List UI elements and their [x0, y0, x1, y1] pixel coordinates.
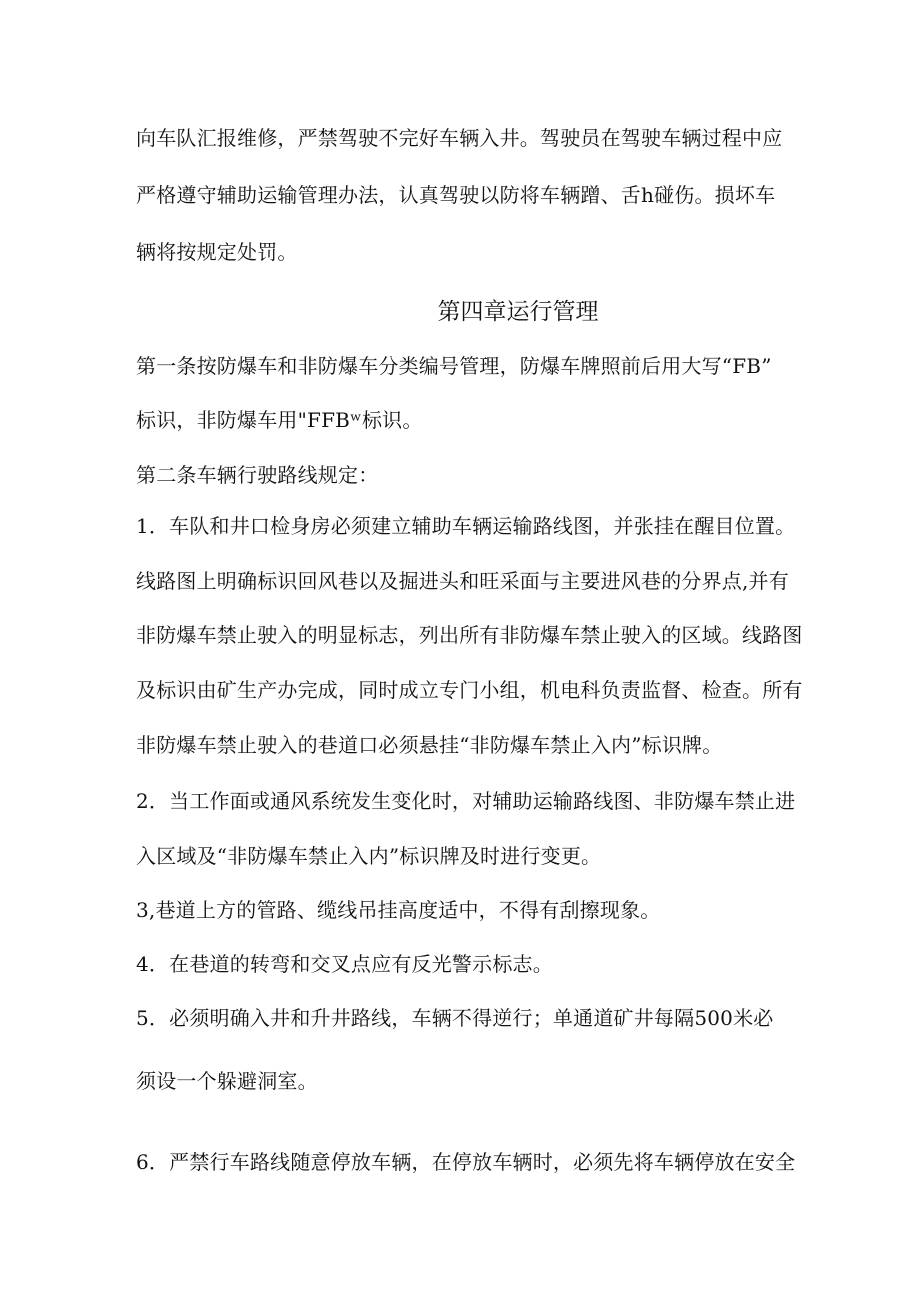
text-line: 标识，非防爆车用"FFBʷ标识。 — [136, 408, 423, 432]
text-line: 6．严禁行车路线随意停放车辆，在停放车辆时，必须先将车辆停放在安全 — [136, 1150, 796, 1174]
chapter-heading: 第四章运行管理 — [437, 299, 599, 325]
text-line: 向车队汇报维修，严禁驾驶不完好车辆入井。驾驶员在驾驶车辆过程中应 — [136, 126, 783, 150]
text-line: 严格遵守辅助运输管理办法，认真驾驶以防将车辆蹭、舌h碰伤。损坏车 — [136, 183, 776, 207]
text-line: 及标识由矿生产办完成，同时成立专门小组，机电科负责监督、检查。所有 — [136, 678, 803, 702]
text-line: 须设一个躲避洞室。 — [136, 1069, 318, 1093]
text-line: 辆将按规定处罚。 — [136, 240, 298, 264]
text-line: 第二条车辆行驶路线规定： — [136, 463, 379, 487]
text-line: 2．当工作面或通风系统发生变化时，对辅助运输路线图、非防爆车禁止进 — [136, 789, 796, 813]
text-line: 入区域及“非防爆车禁止入内”标识牌及时进行变更。 — [136, 844, 602, 868]
text-line: 3,巷道上方的管路、缆线吊挂高度适中，不得有刮擦现象。 — [136, 898, 661, 922]
text-line: 线路图上明确标识回风巷以及掘进头和旺采面与主要进风巷的分界点,并有 — [136, 569, 789, 593]
text-line: 1．车队和井口检身房必须建立辅助车辆运输路线图，并张挂在醒目位置。 — [136, 514, 796, 538]
text-line: 非防爆车禁止驶入的明显标志，列出所有非防爆车禁止驶入的区域。线路图 — [136, 623, 803, 647]
text-line: 5．必须明确入井和升井路线，车辆不得逆行；单通道矿井每隔500米必 — [136, 1006, 774, 1030]
text-line: 非防爆车禁止驶入的巷道口必须悬挂“非防爆车禁止入内”标识牌。 — [136, 733, 723, 757]
text-line: 4．在巷道的转弯和交叉点应有反光警示标志。 — [136, 952, 553, 976]
text-line: 第一条按防爆车和非防爆车分类编号管理，防爆车牌照前后用大写“FB” — [136, 354, 772, 378]
